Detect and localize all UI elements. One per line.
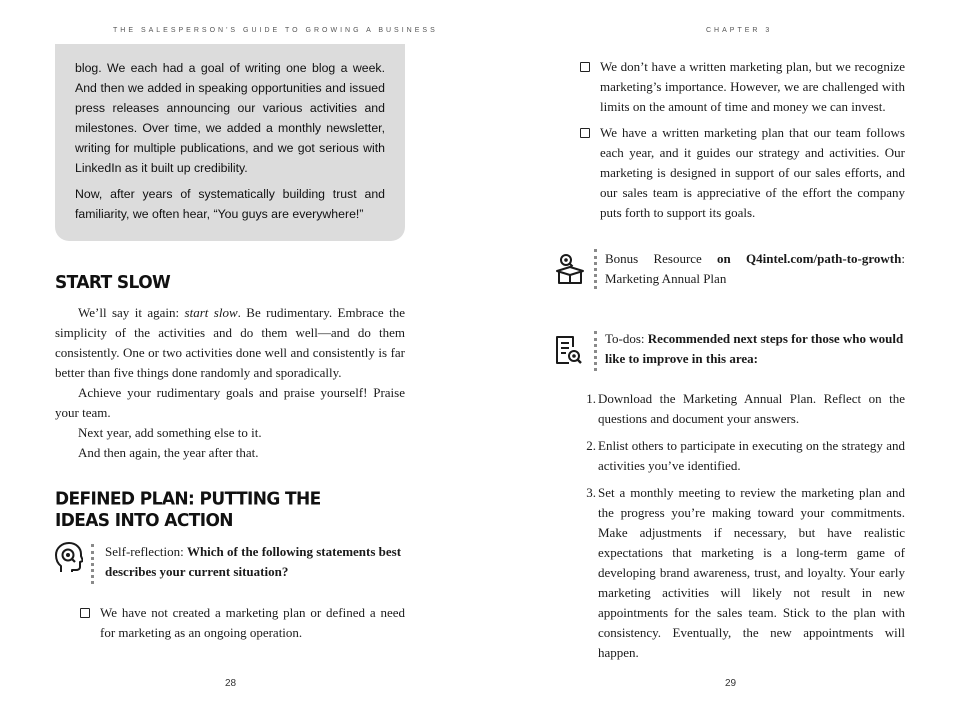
- checkbox-3-label: We have a written marketing plan that our team follows each year, and it guides our strategy and activities. Our marketing is designed in support of our sales efforts, and our sales team is appreciative of the effort the company puts forth to support its goals.: [600, 125, 905, 220]
- todo-item-1-number: 1.: [586, 391, 596, 406]
- self-reflection-text: Self-reflection: Which of the following statements best describes your current situation?: [105, 544, 402, 579]
- todos-text: To-dos: Recommended next steps for those who would like to improve in this area:: [605, 331, 904, 366]
- bonus-resource-link[interactable]: Q4intel.com/path-to-growth: [745, 251, 902, 266]
- checklist-search-icon: [555, 335, 583, 373]
- start-slow-paragraph-4: And then again, the year after that.: [78, 445, 259, 460]
- start-slow-paragraph-2: Achieve your rudimentary goals and praise yourself! Praise your team.: [55, 385, 405, 420]
- todos-prompt: [555, 329, 905, 373]
- bonus-resource-text: Bonus Resource on Q4intel.com/path-to-growth: Marketing Annual Plan: [605, 251, 905, 286]
- todo-item-2-number: 2.: [586, 438, 596, 453]
- running-head-right: CHAPTER 3: [706, 27, 773, 34]
- checkbox-1-label: We have not created a marketing plan or defined a need for marketing as an ongoing operation.: [100, 605, 405, 640]
- defined-plan-heading-line-2: IDEAS INTO ACTION: [55, 510, 233, 531]
- todo-item-1-text: Download the Marketing Annual Plan. Reflect on the questions and document your answers.: [598, 391, 905, 426]
- todos-dotted-rule: [594, 331, 597, 371]
- callout-paragraph-1: blog. We each had a goal of writing one blog a week. And then we added in speaking opportunities and issued press releases announcing our various activities and milestones. Over time, we added a monthly newsletter, writing for multiple publications, and we got serious with LinkedIn as it built up credibility.: [75, 61, 385, 175]
- callout-paragraph-2: Now, after years of systematically building trust and familiarity, we often hear, “You guys are everywhere!”: [75, 187, 385, 221]
- self-reflection-dotted-rule: [91, 544, 94, 584]
- start-slow-body: [55, 303, 405, 463]
- self-reflection-prompt: [55, 542, 405, 586]
- page-number-left: 28: [225, 678, 237, 689]
- gift-box-search-icon: [555, 253, 585, 291]
- checkbox-3[interactable]: [580, 128, 590, 138]
- start-slow-paragraph-3: Next year, add something else to it.: [78, 425, 262, 440]
- running-head-left: THE SALESPERSON'S GUIDE TO GROWING A BUSINESS: [113, 27, 438, 34]
- checkbox-2[interactable]: [580, 62, 590, 72]
- checkbox-2-label: We don’t have a written marketing plan, but we recognize marketing’s importance. However, we are challenged with limits on the amount of time and money we can invest.: [600, 59, 905, 114]
- defined-plan-heading: [55, 489, 321, 531]
- defined-plan-heading-line-1: DEFINED PLAN: PUTTING THE: [55, 489, 321, 510]
- start-slow-paragraph-1: We’ll say it again: start slow. Be rudimentary. Embrace the simplicity of the activities and do them well—and do them consistently. One or two activities done well and consistently is far better than five things done randomly and sporadically.: [55, 305, 405, 380]
- checkbox-1[interactable]: [80, 608, 90, 618]
- page-number-right: 29: [725, 678, 737, 689]
- bonus-dotted-rule: [594, 249, 597, 289]
- todo-item-3-number: 3.: [586, 485, 596, 500]
- start-slow-heading: START SLOW: [55, 272, 171, 294]
- todo-item-3-text: Set a monthly meeting to review the marketing plan and the progress you’re making toward your commitments. Make adjustments if necessary, but have realistic expectations that marketing is a long-term game of developing brand awareness, trust, and loyalty. Your early marketing activities will likely not result in new appointments for the sales team. Stick to the plan with consistency. Eventually, the new appointments will happen.: [598, 485, 905, 660]
- story-callout-box: [55, 44, 405, 241]
- right-page: [480, 0, 960, 720]
- todo-item-2-text: Enlist others to participate in executing on the strategy and activities you’ve identified.: [598, 438, 905, 473]
- bonus-resource-prompt: [555, 249, 905, 293]
- head-reflection-icon: [55, 542, 83, 580]
